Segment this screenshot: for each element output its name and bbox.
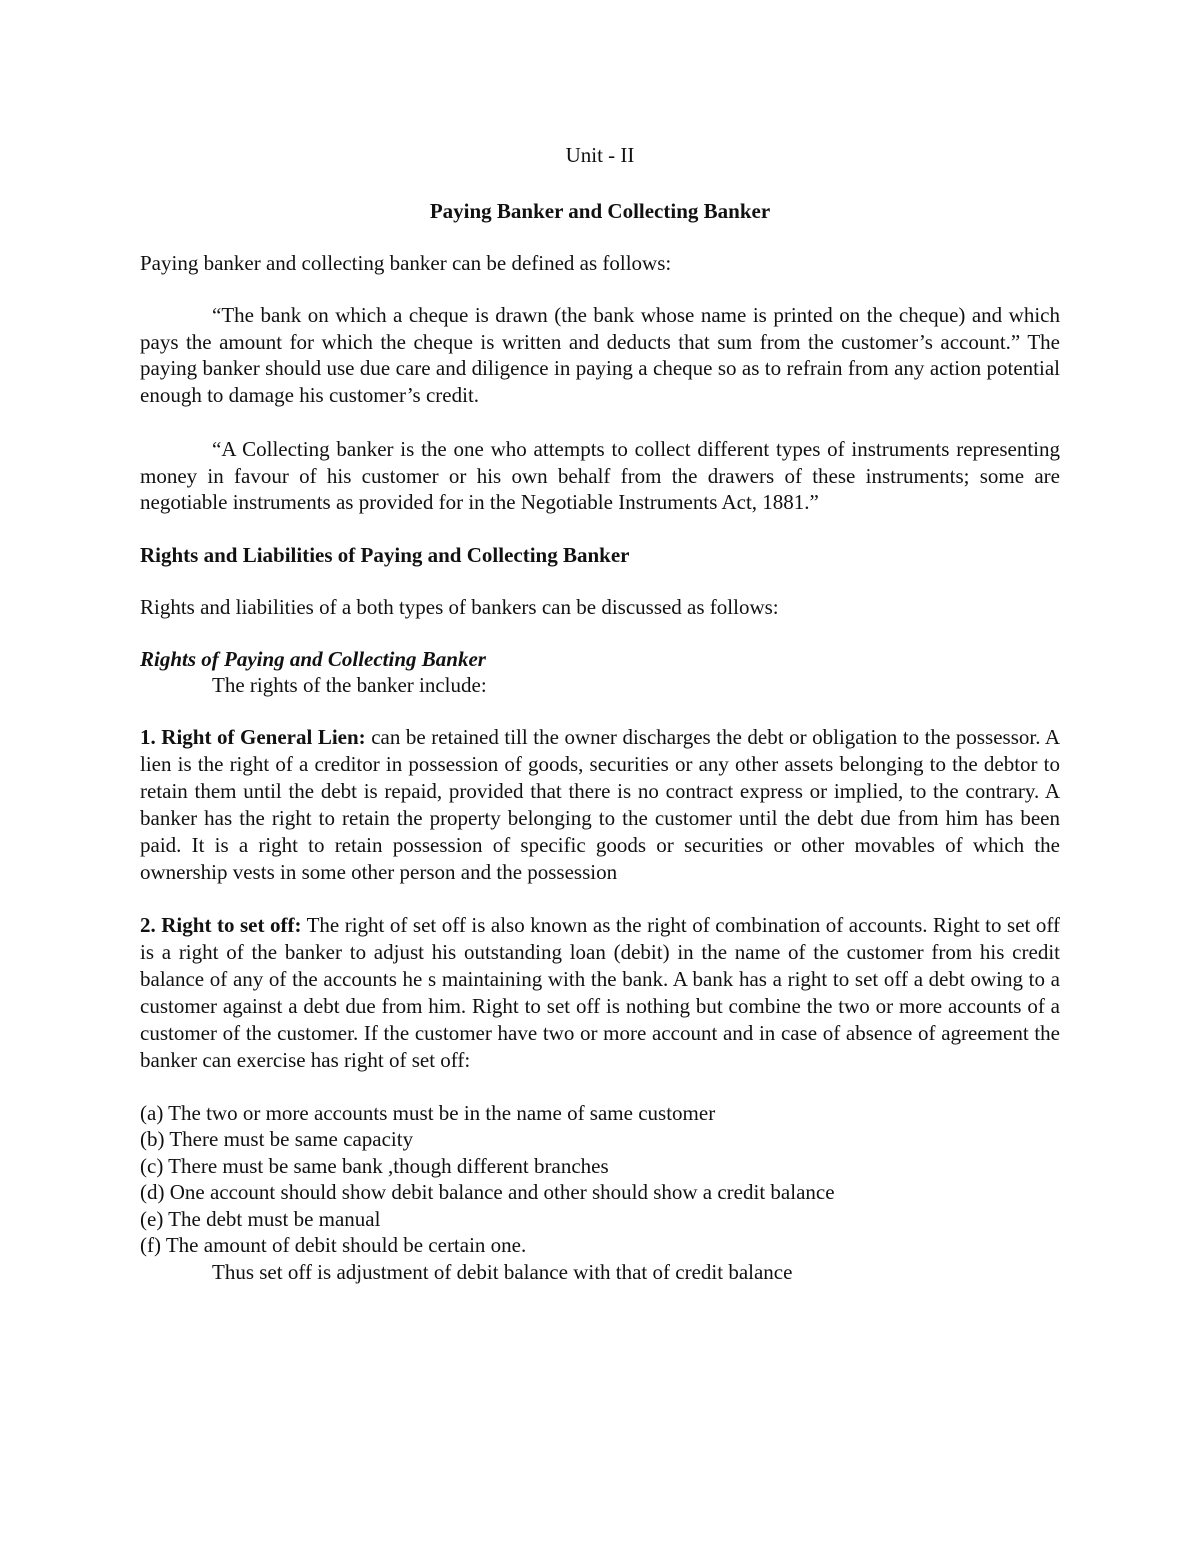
right-general-lien-text: can be retained till the owner discharges the debt or obligation to the possessor. A lien is the right of a creditor in possession of goods, securities or any other assets belonging to the debtor to retain them until the debt is repaid, provided that there is no contract express or implied, to the contrary. A banker has the right to retain the property belonging to the customer until the debt due from him has been paid. It is a right to retain possession of specific goods or securities or other movables of which the ownership vests in some other person and the possession	[140, 724, 1061, 884]
document-page	[140, 140, 1060, 1285]
section-intro: Rights and liabilities of a both types of bankers can be discussed as follows:	[140, 594, 779, 619]
rights-intro: The rights of the banker include:	[212, 672, 487, 697]
section-heading: Rights and Liabilities of Paying and Collecting Banker	[140, 542, 630, 567]
list-item: (e) The debt must be manual	[140, 1206, 381, 1231]
right-set-off-label: 2. Right to set off:	[140, 912, 302, 937]
right-general-lien	[140, 724, 1060, 886]
list-item: (f) The amount of debit should be certain one.	[140, 1233, 527, 1257]
right-set-off-text: The right of set off is also known as the right of combination of accounts. Right to set off is a right of the banker to adjust his outstanding loan (debit) in the name of the customer from his credit balance of any of the accounts he s maintaining with the bank. A bank has a right to set off a debt owing to a customer against a debt due from him. Right to set off is nothing but combine the two or more accounts of a customer of the customer. If the customer have two or more account and in case of absence of agreement the banker can exercise has right of set off:	[140, 912, 1060, 1072]
rights-heading: Rights of Paying and Collecting Banker	[140, 646, 486, 671]
closing-line: Thus set off is adjustment of debit balance with that of credit balance	[212, 1259, 793, 1284]
list-item: (b) There must be same capacity	[140, 1127, 414, 1151]
set-off-conditions	[140, 1100, 1060, 1259]
right-general-lien-label: 1. Right of General Lien:	[140, 724, 366, 749]
list-item: (c) There must be same bank ,though different branches	[140, 1153, 609, 1178]
right-set-off	[140, 912, 1060, 1074]
definition-collecting-banker: “A Collecting banker is the one who attempts to collect different types of instruments representing money in favour of his customer or his own behalf from the drawers of these instruments; some are negotiable instruments as provided for in the Negotiable Instruments Act, 1881.”	[140, 437, 1060, 514]
list-item: (d) One account should show debit balance and other should show a credit balance	[140, 1180, 835, 1204]
unit-label: Unit - II	[565, 143, 635, 167]
page-title: Paying Banker and Collecting Banker	[429, 199, 771, 223]
intro-text: Paying banker and collecting banker can be defined as follows:	[140, 251, 672, 275]
list-item: (a) The two or more accounts must be in the name of same customer	[140, 1100, 716, 1125]
definition-paying-banker: “The bank on which a cheque is drawn (the bank whose name is printed on the cheque) and which pays the amount for which the cheque is written and deducts that sum from the customer’s account.” The paying banker should use due care and diligence in paying a cheque so as to refrain from any action potential enough to damage his customer’s credit.	[140, 303, 1060, 407]
